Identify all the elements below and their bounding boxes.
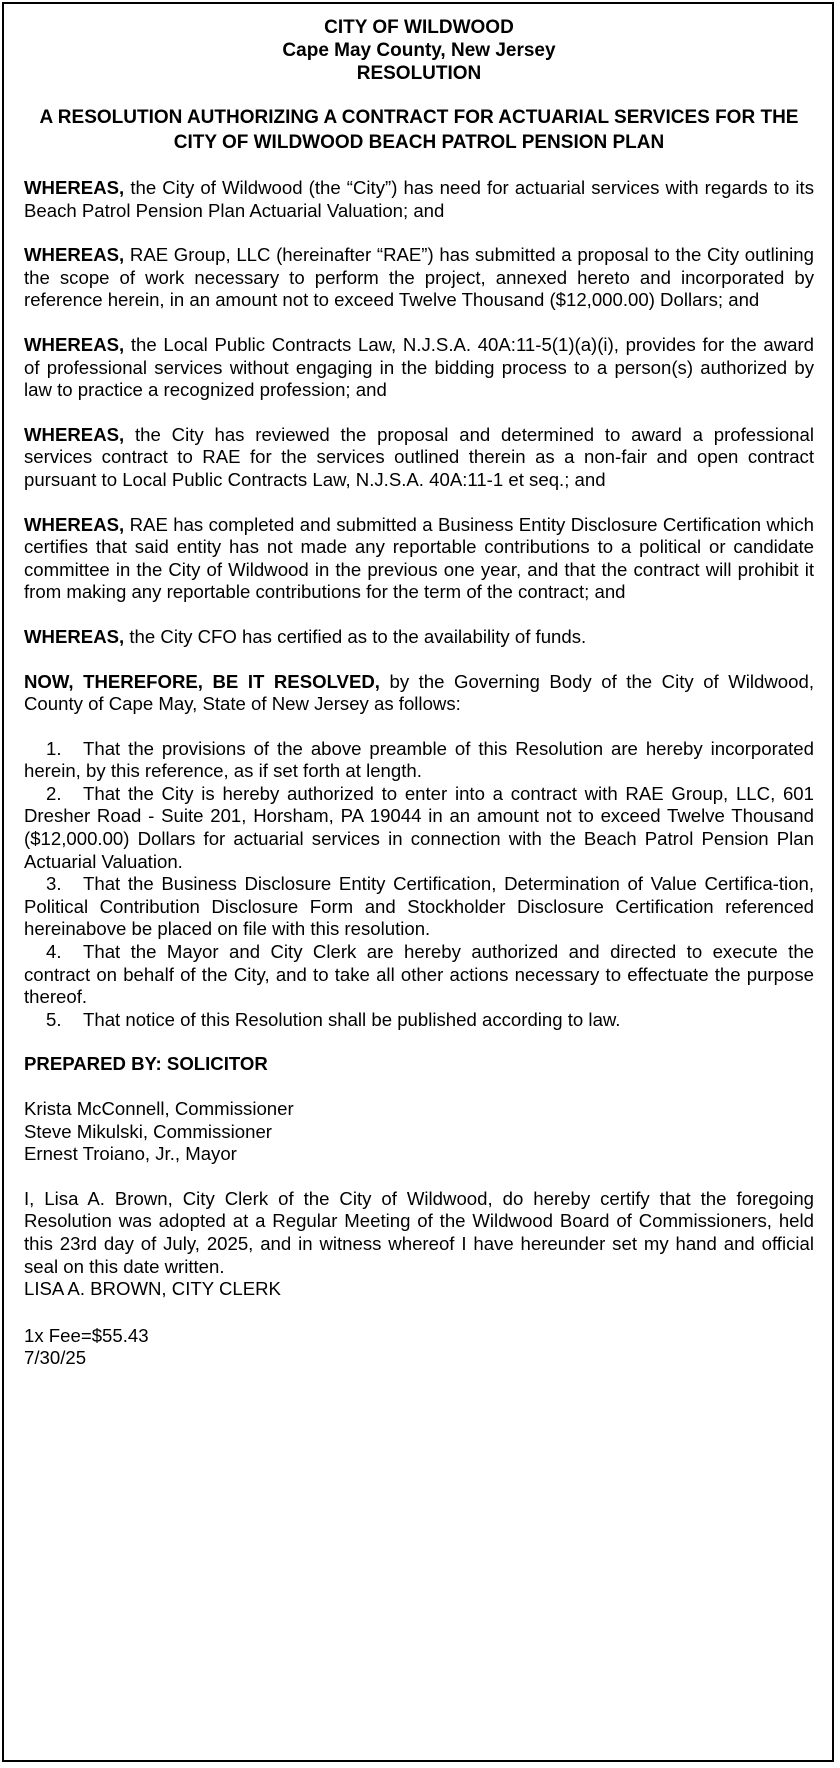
publication-date: 7/30/25 (24, 1347, 87, 1369)
item-text: That notice of this Resolution shall be published according to law. (83, 1008, 621, 1030)
prepared-by: PREPARED BY: SOLICITOR (24, 1053, 268, 1075)
item-number: 5. (46, 1008, 62, 1030)
whereas-text: the City has reviewed the proposal and determined to award a professional services contract to RAE for the services outlined therein as a non-fair and open contract pursuant to Local Public Contracts Law, N.J.S.A. 40A:11-1 et seq.; and (24, 423, 814, 490)
list-item (24, 783, 814, 873)
whereas-text: the City of Wildwood (the “City”) has need for actuarial services with regards to its Beach Patrol Pension Plan Actuarial Valuation; and (24, 177, 814, 221)
list-item (24, 738, 814, 783)
whereas-text: the City CFO has certified as to the availability of funds. (124, 625, 587, 647)
header-doc-type: RESOLUTION (356, 63, 482, 84)
signatories (24, 1098, 814, 1166)
publication-info (24, 1325, 814, 1370)
item-text: That the Business Disclosure Entity Certification, Determination of Value Certifica-tion, Political Contribution Disclosure Form and Stockholder Disclosure Certification referenced hereinabove be placed on file with this resolution. (24, 873, 814, 940)
resolution-title: A RESOLUTION AUTHORIZING A CONTRACT FOR ACTUARIAL SERVICES FOR THE CITY OF WILDWOOD BEACH PATROL PENSION PLAN (39, 107, 799, 153)
whereas-lead: WHEREAS, (24, 244, 125, 266)
resolved-text: by the Governing Body of the City of Wildwood, County of Cape May, State of New Jersey as follows: (24, 670, 814, 715)
header-county: Cape May County, New Jersey (282, 40, 556, 61)
list-item (24, 1009, 814, 1032)
whereas-text: RAE has completed and submitted a Business Entity Disclosure Certification which certifies that said entity has not made any reportable contributions to a political or candidate committee in the City of Wildwood in the previous one year, and that the contract will prohibit it from making any reportable contributions for the term of the contract; and (24, 513, 814, 603)
list-item (24, 941, 814, 1009)
whereas-paragraph (24, 177, 814, 222)
whereas-paragraph (24, 244, 814, 312)
item-number: 4. (46, 941, 62, 963)
header-city: CITY OF WILDWOOD (324, 17, 514, 38)
signatory: Steve Mikulski, Commissioner (24, 1120, 272, 1142)
item-number: 2. (46, 782, 62, 804)
whereas-lead: WHEREAS, (24, 177, 125, 198)
whereas-lead: WHEREAS, (24, 513, 125, 535)
whereas-text: the Local Public Contracts Law, N.J.S.A. 40A:11-5(1)(a)(i), provides for the award of professional services without engaging in the bidding process to a person(s) authorized by law to practice a recognized profession; and (24, 333, 814, 401)
clerk-name: LISA A. BROWN, CITY CLERK (24, 1278, 281, 1300)
resolved-paragraph (24, 671, 814, 716)
item-text: That the provisions of the above preamble of this Resolution are hereby incorporated herein, by this reference, as if set forth at length. (24, 737, 814, 782)
clerk-certification: I, Lisa A. Brown, City Clerk of the City of Wildwood, do hereby certify that the foregoing Resolution was adopted at a Regular Meeting of the Wildwood Board of Commissioners, held this 23rd day of July, 2025, and in witness whereof I have hereunder set my hand and official seal on this date written. (24, 1187, 814, 1277)
whereas-lead: WHEREAS, (24, 423, 125, 445)
resolved-lead: NOW, THEREFORE, BE IT RESOLVED, (24, 670, 380, 692)
whereas-paragraph (24, 626, 814, 649)
whereas-text: RAE Group, LLC (hereinafter “RAE”) has submitted a proposal to the City outlining the scope of work necessary to perform the project, annexed hereto and incorporated by reference herein, in an amount not to exceed Twelve Thousand ($12,000.00) Dollars; and (24, 244, 814, 311)
item-number: 1. (46, 737, 62, 759)
item-text: That the Mayor and City Clerk are hereby authorized and directed to execute the contract on behalf of the City, and to take all other actions necessary to effectuate the purpose thereof. (24, 941, 814, 1008)
list-item (24, 873, 814, 941)
whereas-paragraph (24, 334, 814, 402)
fee: 1x Fee=$55.43 (24, 1324, 149, 1346)
whereas-paragraph (24, 514, 814, 604)
whereas-lead: WHEREAS, (24, 625, 125, 647)
item-number: 3. (46, 873, 62, 895)
whereas-paragraph (24, 424, 814, 492)
signatory: Krista McConnell, Commissioner (24, 1098, 294, 1119)
item-text: That the City is hereby authorized to enter into a contract with RAE Group, LLC, 601 Dresher Road - Suite 201, Horsham, PA 19044 in an amount not to exceed Twelve Thousand ($12,000.00) Dollars for actuarial services in connection with the Beach Patrol Pension Plan Actuarial Valuation. (24, 782, 814, 872)
resolution-items (24, 738, 814, 1032)
whereas-lead: WHEREAS, (24, 333, 125, 355)
signatory: Ernest Troiano, Jr., Mayor (24, 1143, 237, 1165)
legal-notice (2, 2, 834, 1762)
